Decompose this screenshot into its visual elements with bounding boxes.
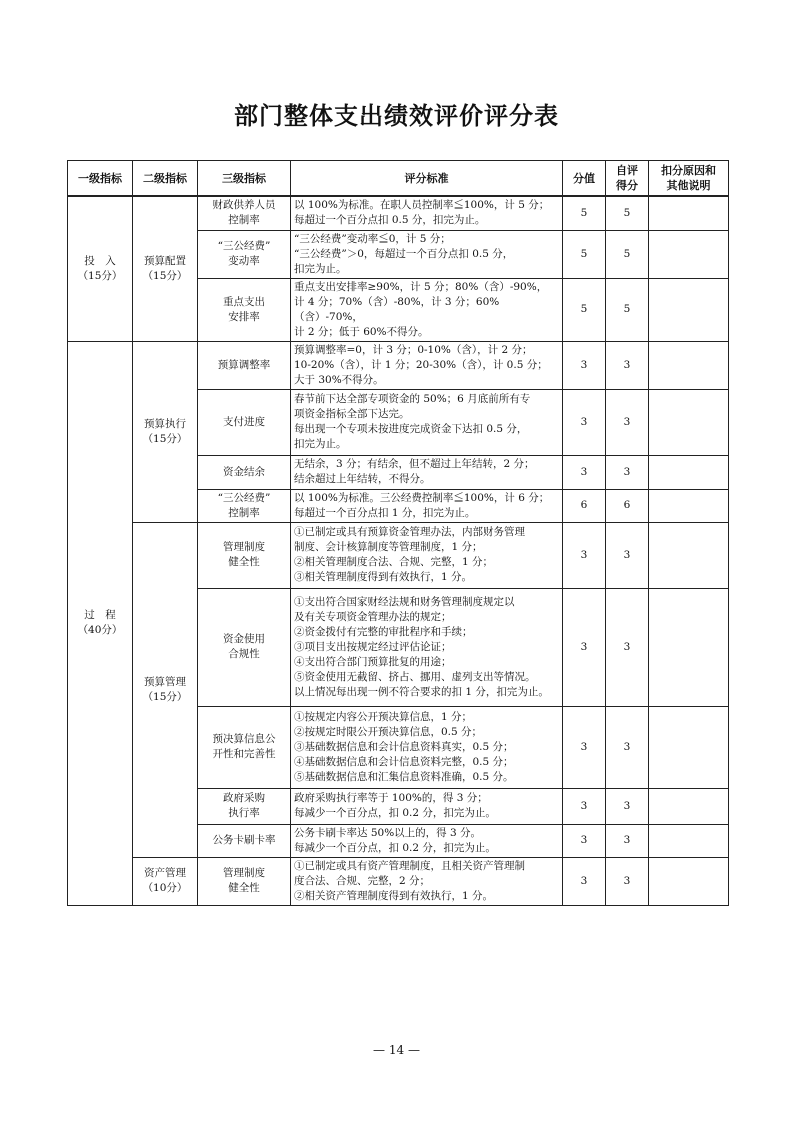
self-score: 3	[606, 588, 649, 706]
level1-indicator: 投 入 （15分）	[68, 196, 133, 341]
scoring-criteria: “三公经费”变动率≦0，计 5 分； “三公经费”＞0，每超过一个百分点扣 0.5 分， 扣完为止。	[291, 230, 563, 278]
level3-indicator: 资金结余	[198, 455, 291, 489]
header-note: 扣分原因和 其他说明	[649, 161, 729, 197]
table-header-row	[68, 161, 729, 197]
level3-indicator: 公务卡刷卡率	[198, 824, 291, 857]
score-value: 3	[563, 824, 606, 857]
deduction-note	[649, 522, 729, 588]
self-score: 3	[606, 389, 649, 455]
scoring-criteria: ①已制定或具有预算资金管理办法，内部财务管理 制度、会计核算制度等管理制度，1 分； ②相关管理制度合法、合规、完整，1 分； ③相关管理制度得到有效执行，1 分。	[291, 522, 563, 588]
score-value: 3	[563, 522, 606, 588]
level3-indicator: 管理制度 健全性	[198, 522, 291, 588]
deduction-note	[649, 706, 729, 788]
level3-indicator: 预决算信息公 开性和完善性	[198, 706, 291, 788]
scoring-criteria: 以 100%为标准。在职人员控制率≦100%，计 5 分； 每超过一个百分点扣 0.5 分，扣完为止。	[291, 196, 563, 230]
deduction-note	[649, 857, 729, 905]
level3-indicator: “三公经费” 控制率	[198, 489, 291, 522]
level3-indicator: 政府采购 执行率	[198, 788, 291, 824]
header-level2: 二级指标	[133, 161, 198, 197]
deduction-note	[649, 824, 729, 857]
self-score: 5	[606, 278, 649, 341]
deduction-note	[649, 588, 729, 706]
table-row	[68, 196, 729, 230]
self-score: 3	[606, 522, 649, 588]
level3-indicator: 支付进度	[198, 389, 291, 455]
deduction-note	[649, 341, 729, 389]
self-score: 3	[606, 341, 649, 389]
scoring-criteria: ①支出符合国家财经法规和财务管理制度规定以 及有关专项资金管理办法的规定； ②资金拨付有完整的审批程序和手续； ③项目支出按规定经过评估论证； ④支出符合部门预算批复的用途； ⑤资金使用无截留、挤占、挪用、虚列支出等情况。 以上情况每出现一例不符合要求的扣 1 分，扣完为止。	[291, 588, 563, 706]
scoring-criteria: 无结余，3 分；有结余，但不超过上年结转，2 分； 结余超过上年结转，不得分。	[291, 455, 563, 489]
self-score: 3	[606, 824, 649, 857]
self-score: 3	[606, 455, 649, 489]
scoring-criteria: 春节前下达全部专项资金的 50%；6 月底前所有专 项资金指标全部下达完。 每出现一个专项未按进度完成资金下达扣 0.5 分， 扣完为止。	[291, 389, 563, 455]
deduction-note	[649, 230, 729, 278]
score-value: 3	[563, 706, 606, 788]
self-score: 5	[606, 196, 649, 230]
deduction-note	[649, 455, 729, 489]
level3-indicator: 管理制度 健全性	[198, 857, 291, 905]
deduction-note	[649, 196, 729, 230]
level2-indicator: 资产管理 （10分）	[133, 857, 198, 905]
deduction-note	[649, 489, 729, 522]
scoring-criteria: 重点支出安排率≥90%，计 5 分；80%（含）-90%， 计 4 分；70%（含）-80%，计 3 分；60%（含）-70%， 计 2 分；低于 60%不得分。	[291, 278, 563, 341]
score-value: 6	[563, 489, 606, 522]
scoring-criteria: ①已制定或具有资产管理制度，且相关资产管理制 度合法、合规、完整，2 分； ②相关资产管理制度得到有效执行，1 分。	[291, 857, 563, 905]
scoring-criteria: 以 100%为标准。三公经费控制率≦100%，计 6 分； 每超过一个百分点扣 1 分，扣完为止。	[291, 489, 563, 522]
table-row	[68, 341, 729, 389]
level3-indicator: 财政供养人员 控制率	[198, 196, 291, 230]
self-score: 6	[606, 489, 649, 522]
deduction-note	[649, 389, 729, 455]
header-level1: 一级指标	[68, 161, 133, 197]
deduction-note	[649, 278, 729, 341]
score-value: 3	[563, 389, 606, 455]
score-table	[67, 160, 729, 906]
level3-indicator: 预算调整率	[198, 341, 291, 389]
self-score: 3	[606, 706, 649, 788]
header-criteria: 评分标准	[291, 161, 563, 197]
page-title: 部门整体支出绩效评价评分表	[234, 102, 559, 130]
deduction-note	[649, 788, 729, 824]
score-value: 5	[563, 278, 606, 341]
level2-indicator: 预算执行 （15分）	[133, 341, 198, 522]
table-row	[68, 522, 729, 588]
header-score: 分值	[563, 161, 606, 197]
score-value: 3	[563, 455, 606, 489]
level3-indicator: “三公经费” 变动率	[198, 230, 291, 278]
self-score: 3	[606, 857, 649, 905]
level3-indicator: 重点支出 安排率	[198, 278, 291, 341]
table-row	[68, 857, 729, 905]
score-value: 3	[563, 788, 606, 824]
header-level3: 三级指标	[198, 161, 291, 197]
level1-indicator: 过 程 （40分）	[68, 341, 133, 905]
page-number: — 14 —	[373, 1043, 420, 1057]
self-score: 3	[606, 788, 649, 824]
scoring-criteria: 政府采购执行率等于 100%的，得 3 分； 每减少一个百分点，扣 0.2 分，扣完为止。	[291, 788, 563, 824]
self-score: 5	[606, 230, 649, 278]
level2-indicator: 预算管理 （15分）	[133, 522, 198, 857]
level2-indicator: 预算配置 （15分）	[133, 196, 198, 341]
scoring-criteria: 预算调整率=0，计 3 分；0-10%（含），计 2 分； 10-20%（含），计 1 分；20-30%（含），计 0.5 分； 大于 30%不得分。	[291, 341, 563, 389]
level3-indicator: 资金使用 合规性	[198, 588, 291, 706]
score-value: 3	[563, 588, 606, 706]
score-value: 5	[563, 230, 606, 278]
scoring-criteria: ①按规定内容公开预决算信息，1 分； ②按规定时限公开预决算信息，0.5 分； ③基础数据信息和会计信息资料真实，0.5 分； ④基础数据信息和会计信息资料完整，0.5 分； ⑤基础数据信息和汇集信息资料准确，0.5 分。	[291, 706, 563, 788]
score-value: 3	[563, 857, 606, 905]
score-value: 3	[563, 341, 606, 389]
header-self-score: 自评 得分	[606, 161, 649, 197]
scoring-criteria: 公务卡刷卡率达 50%以上的，得 3 分。 每减少一个百分点，扣 0.2 分，扣完为止。	[291, 824, 563, 857]
score-value: 5	[563, 196, 606, 230]
